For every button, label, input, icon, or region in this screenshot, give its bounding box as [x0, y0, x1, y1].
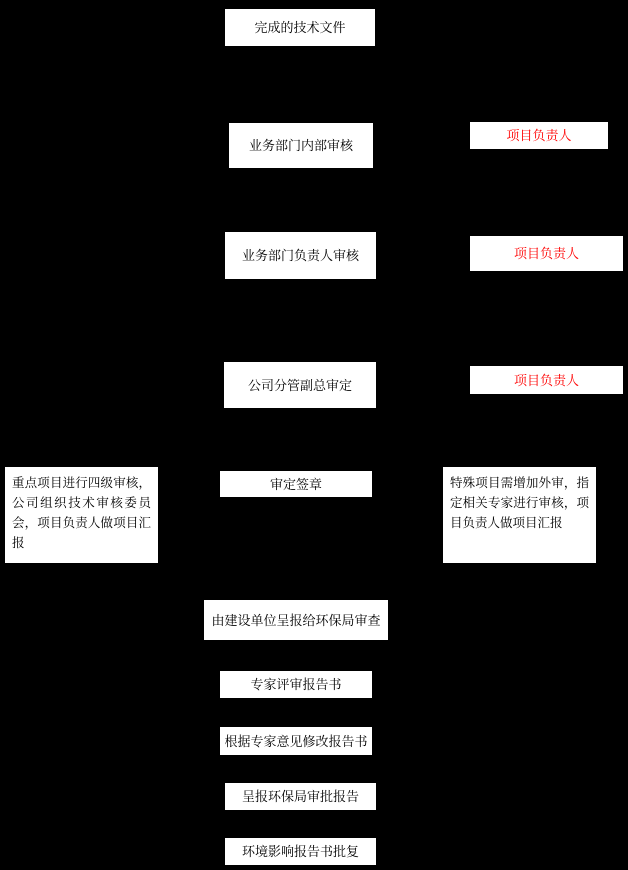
- flow-node-eia-report-approval[interactable]: 环境影响报告书批复: [224, 837, 377, 866]
- flow-node-key-project-four-level-review[interactable]: 重点项目进行四级审核，公司组织技术审核委员会，项目负责人做项目汇报: [4, 466, 159, 564]
- flow-node-submit-epb-approval-report[interactable]: 呈报环保局审批报告: [224, 782, 377, 811]
- flow-node-submit-to-epb[interactable]: 由建设单位呈报给环保局审查: [203, 599, 389, 641]
- flow-node-department-head-review[interactable]: 业务部门负责人审核: [224, 231, 377, 280]
- flow-node-project-leader-2[interactable]: 项目负责人: [470, 236, 623, 271]
- flow-node-final-approval-seal[interactable]: 审定签章: [219, 470, 373, 498]
- flow-node-completed-technical-document[interactable]: 完成的技术文件: [224, 8, 376, 47]
- flow-node-revise-per-expert-opinion[interactable]: 根据专家意见修改报告书: [219, 726, 373, 756]
- flow-node-project-leader-3[interactable]: 项目负责人: [470, 366, 623, 394]
- flow-node-special-project-external-review[interactable]: 特殊项目需增加外审，指定相关专家进行审核，项目负责人做项目汇报: [442, 466, 597, 564]
- flow-node-expert-review-report[interactable]: 专家评审报告书: [219, 670, 373, 699]
- flow-node-project-leader-1[interactable]: 项目负责人: [470, 122, 608, 149]
- flow-node-vice-president-approval[interactable]: 公司分管副总审定: [223, 361, 377, 409]
- flow-node-department-internal-review[interactable]: 业务部门内部审核: [228, 122, 374, 169]
